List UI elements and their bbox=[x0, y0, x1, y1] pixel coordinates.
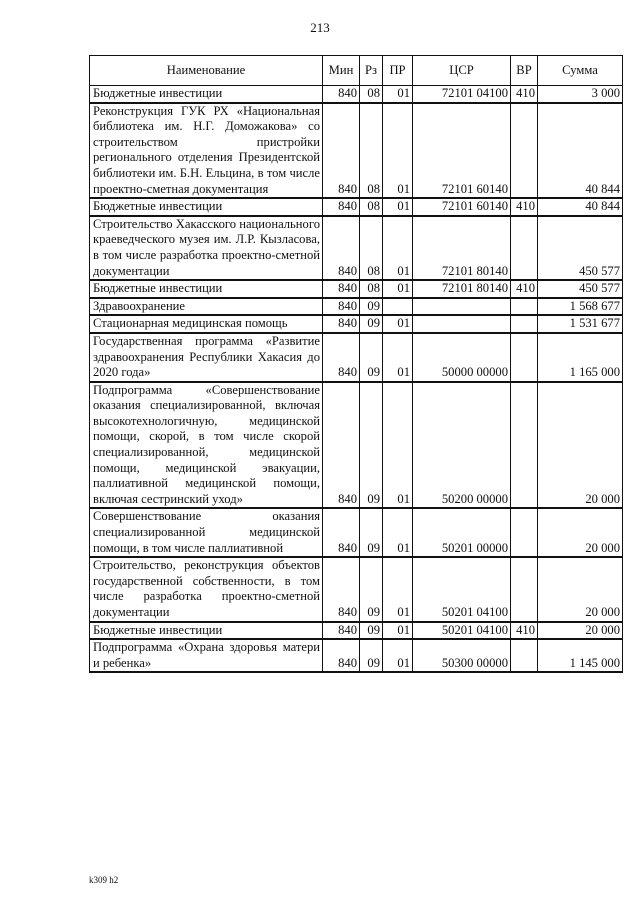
table-row bbox=[90, 508, 623, 557]
cell-min: 840 bbox=[323, 622, 360, 640]
table-body bbox=[90, 86, 623, 673]
cell-rz: 09 bbox=[360, 298, 383, 316]
cell-min: 840 bbox=[323, 557, 360, 621]
budget-table bbox=[89, 55, 623, 673]
table-row bbox=[90, 639, 623, 672]
header-sum: Сумма bbox=[538, 56, 623, 86]
cell-vr: 410 bbox=[511, 86, 538, 103]
cell-pr: 01 bbox=[383, 280, 413, 298]
cell-vr bbox=[511, 216, 538, 280]
cell-name: Подпрограмма «Совершенствование оказания специализированной, включая высокотехнологичную, медицинской помощи, скорой, в том числе скорой специализированной, медицинской помощи, медицинской эвакуации, паллиативной медицинской помощи, включая сестринский уход» bbox=[90, 382, 323, 509]
cell-name: Здравоохранение bbox=[90, 298, 323, 316]
cell-pr: 01 bbox=[383, 333, 413, 382]
cell-csr: 50000 00000 bbox=[413, 333, 511, 382]
cell-pr: 01 bbox=[383, 639, 413, 672]
cell-csr: 72101 80140 bbox=[413, 216, 511, 280]
cell-csr: 50200 00000 bbox=[413, 382, 511, 509]
cell-pr: 01 bbox=[383, 315, 413, 333]
table-row bbox=[90, 216, 623, 280]
cell-min: 840 bbox=[323, 508, 360, 557]
cell-pr: 01 bbox=[383, 216, 413, 280]
cell-rz: 08 bbox=[360, 103, 383, 199]
cell-csr: 72101 60140 bbox=[413, 103, 511, 199]
cell-vr bbox=[511, 557, 538, 621]
cell-sum: 1 145 000 bbox=[538, 639, 623, 672]
cell-sum: 40 844 bbox=[538, 103, 623, 199]
cell-rz: 08 bbox=[360, 86, 383, 103]
cell-csr bbox=[413, 315, 511, 333]
cell-min: 840 bbox=[323, 198, 360, 216]
cell-vr: 410 bbox=[511, 198, 538, 216]
cell-rz: 08 bbox=[360, 280, 383, 298]
cell-rz: 08 bbox=[360, 198, 383, 216]
cell-name: Совершенствование оказания специализированной медицинской помощи, в том числе паллиативной bbox=[90, 508, 323, 557]
cell-name: Стационарная медицинская помощь bbox=[90, 315, 323, 333]
table-row bbox=[90, 382, 623, 509]
cell-csr: 72101 04100 bbox=[413, 86, 511, 103]
footer-code: k309 h2 bbox=[89, 875, 119, 885]
cell-sum: 1 531 677 bbox=[538, 315, 623, 333]
cell-vr bbox=[511, 639, 538, 672]
page-number: 213 bbox=[310, 20, 330, 35]
cell-min: 840 bbox=[323, 216, 360, 280]
table-row bbox=[90, 103, 623, 199]
table-row bbox=[90, 557, 623, 621]
cell-name: Строительство Хакасского национального краеведческого музея им. Л.Р. Кызласова, в том числе разработка проектно-сметной документации bbox=[90, 216, 323, 280]
cell-csr: 50201 00000 bbox=[413, 508, 511, 557]
cell-name: Подпрограмма «Охрана здоровья матери и ребенка» bbox=[90, 639, 323, 672]
cell-vr bbox=[511, 103, 538, 199]
cell-min: 840 bbox=[323, 382, 360, 509]
cell-vr bbox=[511, 333, 538, 382]
cell-vr bbox=[511, 315, 538, 333]
cell-min: 840 bbox=[323, 103, 360, 199]
cell-sum: 40 844 bbox=[538, 198, 623, 216]
header-rz: Рз bbox=[360, 56, 383, 86]
header-min: Мин bbox=[323, 56, 360, 86]
cell-sum: 20 000 bbox=[538, 622, 623, 640]
cell-vr: 410 bbox=[511, 280, 538, 298]
cell-csr: 72101 60140 bbox=[413, 198, 511, 216]
cell-vr: 410 bbox=[511, 622, 538, 640]
cell-csr: 50201 04100 bbox=[413, 622, 511, 640]
header-name: Наименование bbox=[90, 56, 323, 86]
cell-min: 840 bbox=[323, 315, 360, 333]
table-row bbox=[90, 86, 623, 103]
cell-sum: 3 000 bbox=[538, 86, 623, 103]
cell-min: 840 bbox=[323, 298, 360, 316]
cell-rz: 09 bbox=[360, 333, 383, 382]
cell-name: Строительство, реконструкция объектов государственной собственности, в том числе разработка проектно-сметной документации bbox=[90, 557, 323, 621]
cell-csr: 50300 00000 bbox=[413, 639, 511, 672]
cell-rz: 09 bbox=[360, 315, 383, 333]
header-vr: ВР bbox=[511, 56, 538, 86]
cell-vr bbox=[511, 508, 538, 557]
cell-csr: 72101 80140 bbox=[413, 280, 511, 298]
cell-vr bbox=[511, 382, 538, 509]
table-row bbox=[90, 280, 623, 298]
cell-rz: 08 bbox=[360, 216, 383, 280]
cell-rz: 09 bbox=[360, 508, 383, 557]
cell-min: 840 bbox=[323, 280, 360, 298]
cell-sum: 450 577 bbox=[538, 216, 623, 280]
cell-min: 840 bbox=[323, 639, 360, 672]
cell-rz: 09 bbox=[360, 622, 383, 640]
cell-vr bbox=[511, 298, 538, 316]
cell-pr: 01 bbox=[383, 382, 413, 509]
cell-pr: 01 bbox=[383, 198, 413, 216]
cell-pr: 01 bbox=[383, 622, 413, 640]
cell-rz: 09 bbox=[360, 382, 383, 509]
cell-name: Бюджетные инвестиции bbox=[90, 622, 323, 640]
cell-csr bbox=[413, 298, 511, 316]
table-row bbox=[90, 298, 623, 316]
cell-pr: 01 bbox=[383, 557, 413, 621]
cell-name: Бюджетные инвестиции bbox=[90, 198, 323, 216]
cell-name: Государственная программа «Развитие здравоохранения Республики Хакасия до 2020 года» bbox=[90, 333, 323, 382]
cell-pr: 01 bbox=[383, 86, 413, 103]
cell-min: 840 bbox=[323, 86, 360, 103]
cell-sum: 1 165 000 bbox=[538, 333, 623, 382]
cell-csr: 50201 04100 bbox=[413, 557, 511, 621]
cell-min: 840 bbox=[323, 333, 360, 382]
cell-pr: 01 bbox=[383, 508, 413, 557]
header-csr: ЦСР bbox=[413, 56, 511, 86]
cell-sum: 450 577 bbox=[538, 280, 623, 298]
cell-pr: 01 bbox=[383, 103, 413, 199]
cell-sum: 20 000 bbox=[538, 382, 623, 509]
table-row bbox=[90, 198, 623, 216]
cell-rz: 09 bbox=[360, 639, 383, 672]
cell-name: Бюджетные инвестиции bbox=[90, 280, 323, 298]
table-row bbox=[90, 315, 623, 333]
cell-sum: 1 568 677 bbox=[538, 298, 623, 316]
cell-name: Бюджетные инвестиции bbox=[90, 86, 323, 103]
header-pr: ПР bbox=[383, 56, 413, 86]
cell-pr bbox=[383, 298, 413, 316]
cell-rz: 09 bbox=[360, 557, 383, 621]
table-header-row bbox=[90, 56, 623, 86]
table-row bbox=[90, 622, 623, 640]
cell-name: Реконструкция ГУК РХ «Национальная библиотека им. Н.Г. Доможакова» со строительством пристройки регионального отделения Президентской библиотеки им. Б.Н. Ельцина, в том числе проектно-сметная документация bbox=[90, 103, 323, 199]
cell-sum: 20 000 bbox=[538, 557, 623, 621]
cell-sum: 20 000 bbox=[538, 508, 623, 557]
table-row bbox=[90, 333, 623, 382]
